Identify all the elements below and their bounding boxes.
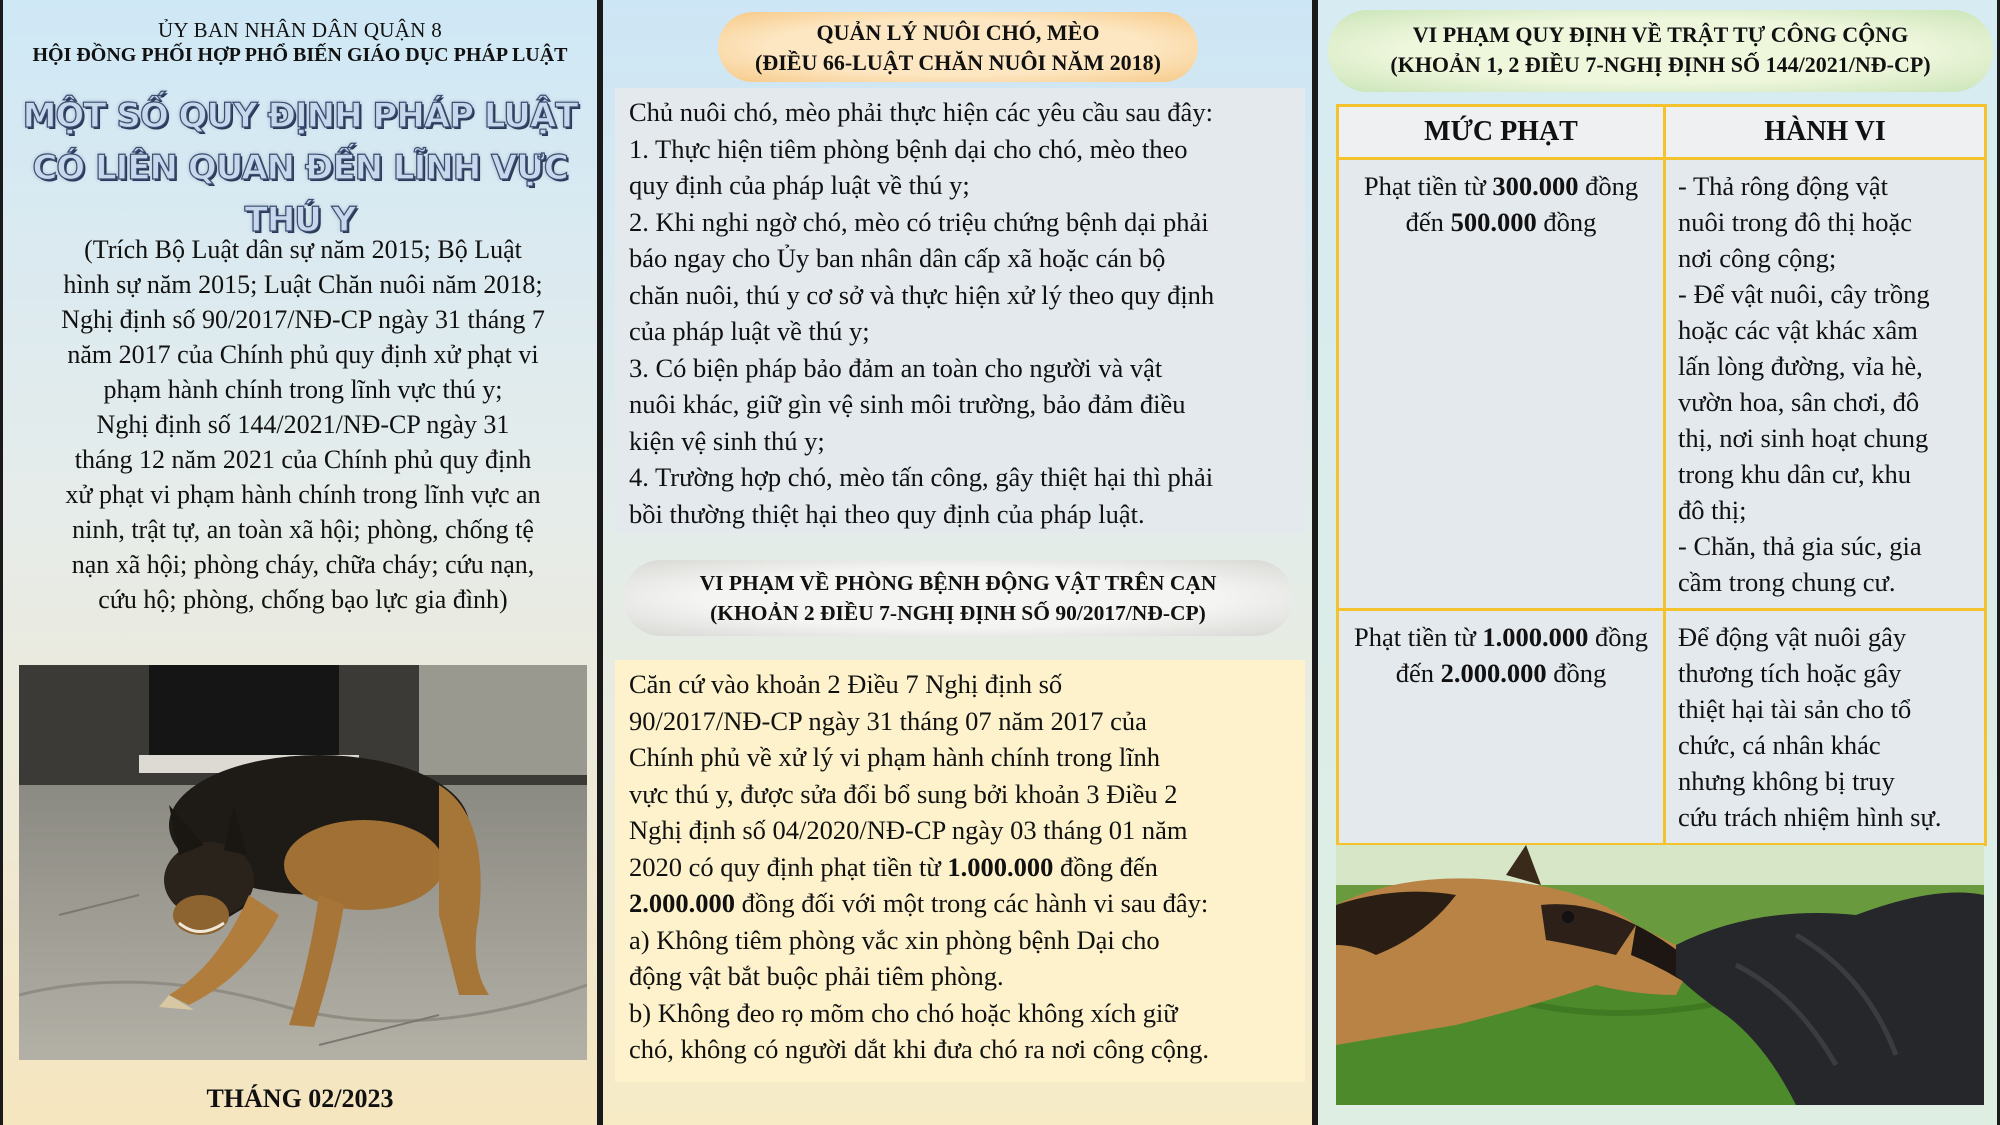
pet-management-heading xyxy=(718,12,1198,82)
table-row xyxy=(1338,159,1986,610)
issue-month: THÁNG 02/2023 xyxy=(206,1084,394,1113)
table-row xyxy=(1338,610,1986,845)
requirement-line: 4. Trường hợp chó, mèo tấn công, gây thiệt hại thì phải xyxy=(629,462,1214,492)
excerpt-line: tháng 12 năm 2021 của Chính phủ quy định xyxy=(74,445,532,474)
regulation-line: động vật bắt buộc phải tiêm phòng. xyxy=(629,961,1004,991)
title-line-2: CÓ LIÊN QUAN ĐẾN LĨNH VỰC THÚ Y xyxy=(32,148,568,240)
legal-sources-excerpt xyxy=(33,232,573,617)
excerpt-line: ninh, trật tự, an toàn xã hội; phòng, chống tệ xyxy=(72,515,534,544)
regulation-line: chó, không có người dắt khi đưa chó ra nơi công cộng. xyxy=(629,1034,1209,1064)
fine-cell xyxy=(1338,159,1665,610)
act-line: - Chăn, thả gia súc, gia xyxy=(1678,531,1922,561)
regulation-line: Chính phủ về xử lý vi phạm hành chính trong lĩnh xyxy=(629,742,1161,772)
owner-requirements-text xyxy=(615,88,1305,533)
act-line: vườn hoa, sân chơi, đô xyxy=(1678,387,1920,417)
excerpt-line: hình sự năm 2015; Luật Chăn nuôi năm 2018; xyxy=(63,270,543,299)
act-line: trong khu dân cư, khu xyxy=(1678,459,1911,489)
leaflet-title xyxy=(3,90,597,246)
dog-biting-photo xyxy=(1336,845,1984,1105)
requirement-line: 1. Thực hiện tiêm phòng bệnh dại cho chó, mèo theo xyxy=(629,133,1188,164)
regulation-line: vực thú y, được sửa đổi bổ sung bởi khoản 3 Điều 2 xyxy=(629,778,1178,809)
requirement-line: 3. Có biện pháp bảo đảm an toàn cho người và vật xyxy=(629,352,1163,383)
act-line: nuôi trong đô thị hoặc xyxy=(1678,207,1913,237)
title-line-1: MỘT SỐ QUY ĐỊNH PHÁP LUẬT xyxy=(22,96,578,136)
act-line: nơi công cộng; xyxy=(1678,243,1837,273)
violation-acts-cell xyxy=(1665,159,1986,610)
excerpt-line: xử phạt vi phạm hành chính trong lĩnh vực an xyxy=(65,480,541,509)
public-order-panel xyxy=(1315,0,2000,1125)
fine-max: 500.000 xyxy=(1450,207,1537,237)
org-name-line1: ỦY BAN NHÂN DÂN QUẬN 8 xyxy=(157,18,443,42)
act-line: thương tích hoặc gây xyxy=(1678,658,1902,688)
cover-panel xyxy=(0,0,600,1125)
fines-table xyxy=(1336,104,1987,846)
heading-line-1: QUẢN LÝ NUÔI CHÓ, MÈO xyxy=(816,20,1100,45)
excerpt-line: năm 2017 của Chính phủ quy định xử phạt vi xyxy=(67,340,539,369)
column-header-fine: MỨC PHẠT xyxy=(1338,106,1665,159)
disease-prevention-text xyxy=(615,660,1305,1082)
requirement-line: quy định của pháp luật về thú y; xyxy=(629,170,970,200)
requirement-line: 2. Khi nghi ngờ chó, mèo có triệu chứng bệnh dại phải xyxy=(629,206,1209,237)
act-line: cứu trách nhiệm hình sự. xyxy=(1678,802,1942,832)
act-line: lấn lòng đường, vỉa hè, xyxy=(1678,351,1923,381)
requirement-line: nuôi khác, giữ gìn vệ sinh môi trường, bảo đảm điều xyxy=(629,389,1186,419)
heading-line-2: (KHOẢN 2 ĐIỀU 7-NGHỊ ĐỊNH SỐ 90/2017/NĐ-CP) xyxy=(710,601,1206,625)
heading-line-1: VI PHẠM VỀ PHÒNG BỆNH ĐỘNG VẬT TRÊN CẠN xyxy=(699,571,1217,595)
disease-prevention-heading xyxy=(623,560,1293,636)
act-line: - Để vật nuôi, cây trồng xyxy=(1678,279,1930,309)
regulation-line: 2020 có quy định phạt tiền từ 1.000.000 đồng đến xyxy=(629,851,1158,882)
excerpt-line: cứu hộ; phòng, chống bạo lực gia đình) xyxy=(98,585,508,614)
heading-line-2: (KHOẢN 1, 2 ĐIỀU 7-NGHỊ ĐỊNH SỐ 144/2021/NĐ-CP) xyxy=(1390,52,1931,77)
fine-min: 300.000 xyxy=(1492,171,1579,201)
fine-suffix: đồng xyxy=(1546,658,1607,688)
fine-mid: đồng đến xyxy=(1395,622,1649,688)
act-line: thị, nơi sinh hoạt chung xyxy=(1678,423,1929,453)
aggressive-dog-photo xyxy=(19,665,587,1060)
excerpt-line: phạm hành chính trong lĩnh vực thú y; xyxy=(103,375,503,404)
regulation-line: Nghị định số 04/2020/NĐ-CP ngày 03 tháng 01 năm xyxy=(629,815,1188,845)
requirement-line: báo ngay cho Ủy ban nhân dân cấp xã hoặc cán bộ xyxy=(629,243,1166,273)
act-line: Để động vật nuôi gây xyxy=(1678,622,1907,652)
regulation-line: b) Không đeo rọ mõm cho chó hoặc không xích giữ xyxy=(629,997,1178,1028)
excerpt-line: Nghị định số 144/2021/NĐ-CP ngày 31 xyxy=(96,410,510,439)
violation-acts-cell xyxy=(1665,610,1986,845)
excerpt-line: nạn xã hội; phòng cháy, chữa cháy; cứu nạn, xyxy=(71,550,535,579)
act-line: nhưng không bị truy xyxy=(1678,766,1895,796)
fine-min: 1.000.000 xyxy=(1482,622,1589,652)
regulation-line: 90/2017/NĐ-CP ngày 31 tháng 07 năm 2017 của xyxy=(629,705,1147,736)
act-line: thiệt hại tài sản cho tổ xyxy=(1678,694,1912,724)
requirement-line: của pháp luật về thú y; xyxy=(629,316,870,346)
column-header-act: HÀNH VI xyxy=(1665,106,1986,159)
regulation-line: Căn cứ vào khoản 2 Điều 7 Nghị định số xyxy=(629,669,1063,699)
regulation-line: a) Không tiêm phòng vắc xin phòng bệnh Dại cho xyxy=(629,924,1160,955)
requirement-line: bồi thường thiệt hại theo quy định của pháp luật. xyxy=(629,498,1145,529)
fine-prefix: Phạt tiền từ xyxy=(1353,622,1483,652)
excerpt-line: Nghị định số 90/2017/NĐ-CP ngày 31 tháng 7 xyxy=(61,305,545,334)
table-header-row xyxy=(1338,106,1986,159)
act-line: đô thị; xyxy=(1678,495,1747,525)
act-line: - Thả rông động vật xyxy=(1678,171,1888,201)
fine-mid: đồng đến xyxy=(1405,171,1639,237)
fine-suffix: đồng xyxy=(1536,207,1597,237)
fine-cell xyxy=(1338,610,1665,845)
act-line: chức, cá nhân khác xyxy=(1678,730,1881,760)
org-name-line2: HỘI ĐỒNG PHỐI HỢP PHỔ BIẾN GIÁO DỤC PHÁP LUẬT xyxy=(32,44,568,66)
fine-max: 2.000.000 xyxy=(1440,658,1547,688)
requirement-line: chăn nuôi, thú y cơ sở và thực hiện xử lý theo quy định xyxy=(629,279,1215,310)
heading-line-2: (ĐIỀU 66-LUẬT CHĂN NUÔI NĂM 2018) xyxy=(755,50,1161,75)
fine-prefix: Phạt tiền từ xyxy=(1363,171,1493,201)
requirement-line: Chủ nuôi chó, mèo phải thực hiện các yêu cầu sau đây: xyxy=(629,97,1213,127)
regulation-line: 2.000.000 đồng đối với một trong các hành vi sau đây: xyxy=(629,888,1209,918)
act-line: cầm trong chung cư. xyxy=(1678,567,1896,597)
act-line: hoặc các vật khác xâm xyxy=(1678,315,1918,345)
excerpt-line: (Trích Bộ Luật dân sự năm 2015; Bộ Luật xyxy=(84,235,522,264)
pet-management-panel xyxy=(600,0,1315,1125)
public-order-heading xyxy=(1328,10,1993,92)
requirement-line: kiện vệ sinh thú y; xyxy=(629,425,825,456)
heading-line-1: VI PHẠM QUY ĐỊNH VỀ TRẬT TỰ CÔNG CỘNG xyxy=(1412,22,1909,47)
